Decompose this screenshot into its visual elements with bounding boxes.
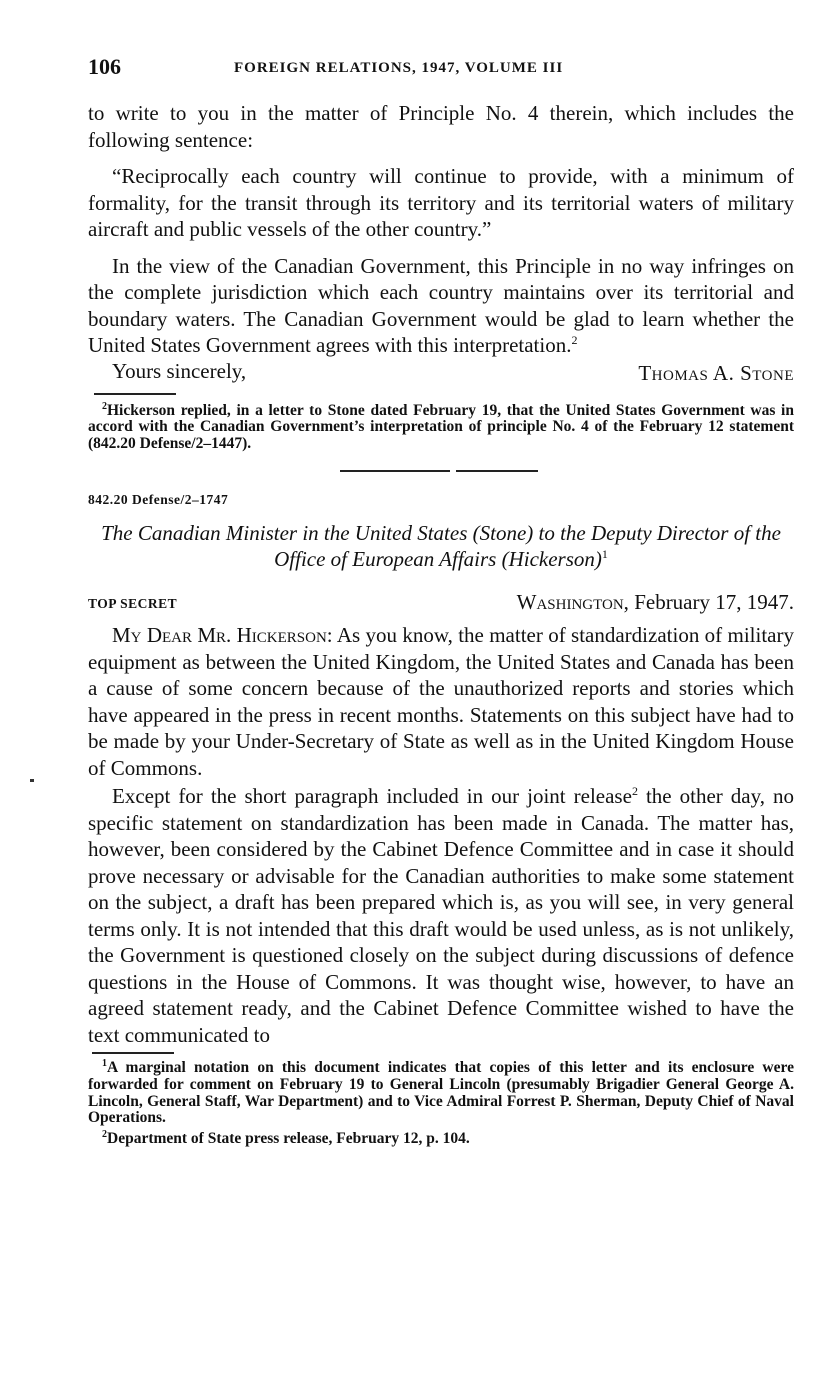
page (88, 54, 794, 1148)
footnote-hickerson-reply (88, 399, 794, 453)
letter2-paragraph-2-start: Except for the short paragraph included in our joint release (112, 784, 632, 809)
closing: Yours sincerely, (112, 358, 247, 383)
letter1-paragraph (88, 253, 794, 359)
section-divider (88, 462, 794, 478)
letter2-paragraph-1-text: : As you know, the matter of standardization of military equipment as between the United Kingdom, the United States and Canada has been a cause of some concern because of the unauthorized reports and stories which have appeared in the press in recent months. Statements on this subject have had to be made by your Under-Secretary of State as well as in the United Kingdom House of Commons. (88, 623, 794, 780)
dateline (517, 590, 794, 615)
letter1-opening: to write to you in the matter of Principle No. 4 therein, which includes the following sentence: (88, 101, 794, 152)
running-head: FOREIGN RELATIONS, 1947, VOLUME III (234, 60, 564, 76)
footnote-press-release (88, 1127, 794, 1148)
dateline-place: Washington, (516, 590, 629, 615)
margin-mark (30, 779, 34, 782)
dateline-date: February 17, 1947. (628, 590, 794, 615)
document-title (88, 520, 794, 572)
footnote1-mark: 1 (102, 1058, 107, 1070)
letter2-paragraph-2 (88, 783, 794, 1048)
salutation: My Dear Mr. Hickerson (112, 623, 327, 648)
letter2-paragraph-1 (88, 622, 794, 781)
footnote2-mark: 2 (102, 1128, 107, 1140)
classification-row (88, 590, 794, 620)
footnote-text: Hickerson replied, in a letter to Stone dated February 19, that the United States Government was in accord with the Canadian Government’s interpretation of principle No. 4 of the February 12 statement (842.20 Defense/2–1447). (88, 401, 794, 452)
footnote-marginal-notation (88, 1056, 794, 1127)
classification: TOP SECRET (88, 596, 178, 612)
footnote-ref-2b: 2 (631, 784, 638, 799)
file-number: 842.20 Defense/2–1747 (88, 492, 229, 508)
page-header (88, 54, 794, 84)
letter2-paragraph-2-rest: the other day, no specific statement on standardization has been made in Canada. The matter has, however, been considered by the Cabinet Defence Committee and in case it should prove necessary or advisable for the Canadian authorities to make some statement on the subject, a draft has been prepared which is, as you will see, in very general terms only. It is not intended that this draft would be used unless, as is not unlikely, the Government is questioned closely on the subject during discussions of defence questions in the House of Commons. It was thought wise, however, to have an agreed statement ready, and the Cabinet Defence Committee wished to have the text communicated to (88, 784, 794, 1047)
bottom-footnote-rule (92, 1052, 174, 1054)
footnote-ref-2: 2 (571, 333, 578, 347)
signature: Thomas A. Stone (638, 360, 794, 385)
signoff-row (88, 359, 794, 387)
document-title-text: The Canadian Minister in the United States (Stone) to the Deputy Director of the Office of European Affairs (Hickerson) (101, 521, 781, 572)
footnote2-text: Department of State press release, February 12, p. 104. (107, 1130, 470, 1148)
letter1-quote: “Reciprocally each country will continue to provide, with a minimum of formality, for the transit through its territory and its territorial waters of military aircraft and public vessels of the other country.” (88, 164, 794, 241)
letter1-paragraph-text: In the view of the Canadian Government, this Principle in no way infringes on the complete jurisdiction which each country maintains over its territorial and boundary waters. The Canadian Government would be glad to learn whether the United States Government agrees with this interpretation. (88, 253, 794, 357)
footnote-mark: 2 (102, 400, 107, 412)
footnote-rule (94, 393, 176, 395)
page-number: 106 (88, 54, 121, 79)
footnote1-text: A marginal notation on this document indicates that copies of this letter and its enclosure were forwarded for comment on February 19 to General Lincoln (presumably Brigadier General George A. Lincoln, General Staff, War Department) and to Vice Admiral Forrest P. Sherman, Deputy Chief of Naval Operations. (88, 1059, 794, 1127)
footnote-ref-1: 1 (601, 547, 608, 562)
